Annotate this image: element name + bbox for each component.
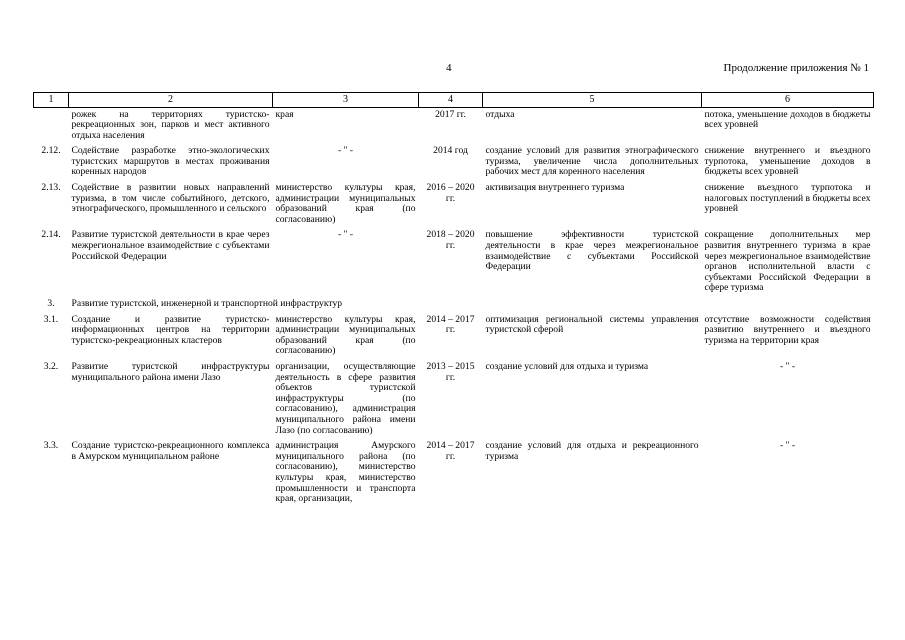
activity-cell: рожек на территориях туристско-рекреационных зон, парков и мест активного отдыха населения: [71, 108, 270, 141]
consequence-cell: потока, уменьшение доходов в бюджеты всех уровней: [704, 108, 871, 131]
table-row: [34, 315, 874, 362]
executor-cell: министерство культуры края, администрации муниципальных образований края (по согласованию): [275, 182, 416, 225]
activity-cell: Развитие туристской инфраструктуры муниципального района имени Лазо: [71, 360, 270, 383]
executor-cell: администрация Амурского муниципального района (по согласованию), министерство культуры края, министерство промышленности и транспорта края, организации,: [275, 440, 416, 505]
column-header: 2: [69, 93, 273, 108]
table-row: [34, 110, 874, 147]
executor-cell: - " -: [337, 229, 354, 241]
years-cell: 2016 – 2020 гг.: [426, 182, 475, 204]
row-number: 2.13.: [41, 182, 61, 194]
result-cell: повышение эффективности туристской деятельности в крае через межрегиональное взаимодействие с субъектами Российской Федерации: [485, 229, 699, 273]
row-number: 2.12.: [41, 145, 61, 157]
column-number-row: [34, 93, 874, 108]
activity-cell: Создание туристско-рекреационного комплекса в Амурском муниципальном районе: [71, 440, 270, 462]
consequence-cell: снижение въездного турпотока и налоговых поступлений в бюджеты всех уровней: [704, 182, 871, 215]
activity-cell: Содействие разработке этно-экологических туристских маршрутов в местах проживания коренных народов: [71, 145, 270, 178]
column-header: 1: [34, 93, 69, 108]
result-cell: отдыха: [485, 108, 515, 120]
table-row: [34, 183, 874, 230]
result-cell: создание условий для отдыха и рекреационного туризма: [485, 440, 699, 462]
result-cell: создание условий для развития этнографического туризма, увеличение числа дополнительных рабочих мест для коренного населения: [485, 145, 699, 178]
result-cell: оптимизация региональной системы управления туристской сферой: [485, 313, 699, 336]
row-number: 3.3.: [43, 440, 59, 452]
activity-cell: Создание и развитие туристско-информационных центров на территории туристско-рекреационных кластеров: [71, 313, 270, 346]
section-row: [34, 299, 874, 315]
continuation-label: Продолжение приложения № 1: [723, 62, 869, 74]
years-cell: 2013 – 2015 гг.: [426, 360, 475, 383]
result-cell: активизация внутреннего туризма: [485, 182, 625, 194]
years-cell: 2014 – 2017 гг.: [426, 440, 475, 462]
result-cell: создание условий для отдыха и туризма: [485, 360, 649, 372]
table-row: [34, 146, 874, 183]
table-row: [34, 362, 874, 441]
row-number: 3.1.: [43, 313, 59, 325]
column-header: 5: [483, 93, 702, 108]
executor-cell: министерство культуры края, администрации муниципальных образований края (по согласованию): [275, 313, 416, 357]
executor-cell: края: [275, 108, 294, 120]
years-cell: 2014 год: [433, 145, 468, 157]
column-header: 4: [419, 93, 483, 108]
activity-cell: Развитие туристской деятельности в крае через межрегиональное взаимодействие с субъектами Российской Федерации: [71, 229, 270, 262]
consequence-cell: сокращение дополнительных мер развития внутреннего туризма в крае через межрегиональное взаимодействие органов исполнительной власти с субъектами Российской Федерации в сфере туризма: [704, 229, 871, 294]
column-header: 3: [273, 93, 419, 108]
section-title: Развитие туристской, инженерной и транспортной инфраструктур: [71, 298, 343, 309]
years-cell: 2018 – 2020 гг.: [426, 229, 475, 252]
row-number: 3.2.: [43, 360, 59, 372]
consequence-cell: снижение внутреннего и въездного турпотока, уменьшение доходов в бюджеты всех уровней: [704, 145, 871, 178]
years-cell: 2014 – 2017 гг.: [426, 313, 475, 336]
consequence-cell: - " -: [779, 360, 796, 372]
executor-cell: - " -: [337, 145, 354, 157]
page-number: 4: [446, 62, 452, 74]
section-number: 3.: [47, 298, 55, 309]
row-number: 2.14.: [41, 229, 61, 241]
consequence-cell: - " -: [779, 440, 796, 452]
executor-cell: организации, осуществляющие деятельность в сфере развития объектов туристской инфраструктуры (по согласованию), администрация муниципального района имени Лазо (по согласованию): [275, 360, 416, 436]
table-row: [34, 441, 874, 510]
appendix-table: [33, 92, 874, 510]
years-cell: 2017 гг.: [435, 108, 466, 120]
consequence-cell: отсутствие возможности содействия развитию внутреннего и въездного туризма на территории края: [704, 313, 871, 346]
activity-cell: Содействие в развитии новых направлений туризма, в том числе событийного, детского, этнографического, промышленного и сельского: [71, 182, 270, 215]
table-row: [34, 230, 874, 299]
column-header: 6: [702, 93, 874, 108]
row-number: [34, 110, 69, 147]
